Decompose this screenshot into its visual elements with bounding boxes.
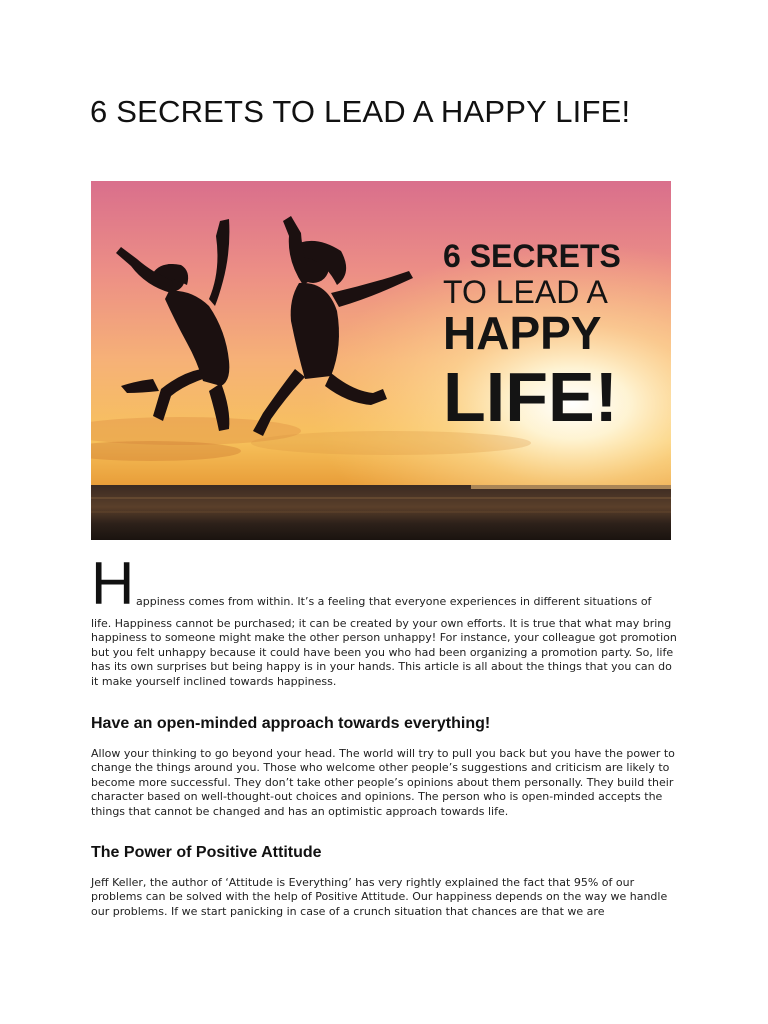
hero-text-line2: TO LEAD A (443, 274, 608, 310)
hero-text-line1: 6 SECRETS (443, 238, 621, 274)
article-title: 6 SECRETS TO LEAD A HAPPY LIFE! (90, 94, 631, 129)
section-body-positive-attitude: Jeff Keller, the author of ‘Attitude is Everything’ has very rightly explained the fact that 95% of our problems can be solved with the help of Positive Attitude. Our happiness depends on the way we handle our problems. If we start panicking in case of a crunch situation that chances are that we are (91, 876, 668, 918)
hero-image (91, 181, 671, 540)
intro-paragraph: life. Happiness cannot be purchased; it can be created by your own efforts. It is true that what may bring happiness to someone might make the other person unhappy! For instance, your colleague got promotion but you felt unhappy because it could have been you who had been organizing a promotion party. So, life has its own surprises but being happy is in your hands. This article is all about the things that you can do it make yourself inclined towards happiness. (91, 617, 677, 688)
intro-first-line-text: appiness comes from within. It’s a feeling that everyone experiences in different situations of (136, 595, 652, 608)
drop-cap: H (91, 550, 135, 617)
hero-text-line3: HAPPY (443, 307, 602, 359)
section-body-open-minded: Allow your thinking to go beyond your head. The world will try to pull you back but you have the power to change the things around you. Those who welcome other people’s suggestions and criticism are likely to become more successful. They don’t take other people’s opinions about them personally. They build their character based on well-thought-out choices and opinions. The person who is open-minded accepts the things that cannot be changed and has an optimistic approach towards life. (91, 747, 675, 818)
hero-text-line4: LIFE! (443, 358, 618, 436)
section-heading-positive-attitude: The Power of Positive Attitude (91, 844, 322, 861)
section-heading-open-minded: Have an open-minded approach towards everything! (91, 715, 491, 732)
